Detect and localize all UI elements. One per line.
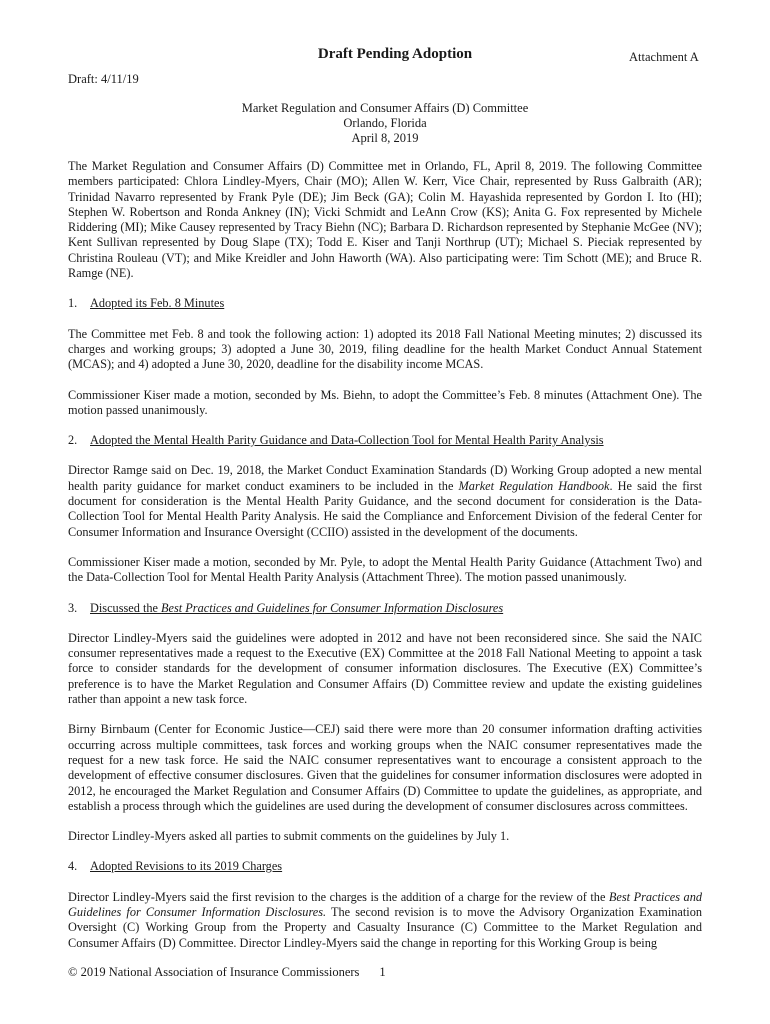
meeting-location: Orlando, Florida: [343, 116, 427, 130]
copyright: © 2019 National Association of Insurance Commissioners: [68, 965, 360, 979]
paragraph: Commissioner Kiser made a motion, seconded by Mr. Pyle, to adopt the Mental Health Parity Guidance (Attachment Two) and the Data-Collection Tool for Mental Health Parity Analysis (Attachment Three). The motion passed unanimously.: [68, 554, 702, 585]
section-title: Adopted Revisions to its 2019 Charges: [90, 859, 283, 874]
italic-text: Best Practices and Guidelines for Consumer Information Disclosures: [161, 600, 504, 615]
italic-text: Market Regulation Handbook: [458, 478, 610, 493]
paragraph: Commissioner Kiser made a motion, seconded by Ms. Biehn, to adopt the Committee’s Feb. 8 minutes (Attachment One). The motion passed unanimously.: [68, 387, 702, 417]
document-body: [68, 159, 702, 966]
text-run: Discussed the: [90, 600, 162, 615]
section-title: Adopted its Feb. 8 Minutes: [90, 296, 225, 311]
meeting-date: April 8, 2019: [351, 131, 419, 145]
page-title: Draft Pending Adoption: [317, 46, 473, 62]
section-heading-4: [68, 859, 702, 874]
section-number: 2.: [68, 433, 78, 448]
italic-text: Best Practices and Guidelines for Consumer Information Disclosures.: [68, 889, 702, 919]
section-number: 3.: [68, 600, 78, 615]
meeting-header: [68, 101, 702, 146]
draft-date: Draft: 4/11/19: [68, 72, 139, 86]
section-title: [90, 601, 503, 615]
paragraph: Birny Birnbaum (Center for Economic Justice—CEJ) said there were more than 20 consumer information drafting activities occurring across multiple committees, task forces and working groups when the NAIC consumer representatives made the request for a new task force. He said the NAIC consumer representatives want to encourage a consistent approach to the development of effective consumer disclosures. Given that the guidelines for consumer information disclosures were adopted in 2012, he encouraged the Market Regulation and Consumer Affairs (D) Committee to update the guidelines, as appropriate, and establish a process through which the guidelines are used during the development of consumer disclosures across committees.: [68, 722, 702, 813]
text-run: Director Lindley-Myers said the first revision to the charges is the addition of a charge for the review of the: [68, 889, 609, 904]
paragraph: Director Lindley-Myers asked all parties to submit comments on the guidelines by July 1.: [68, 829, 510, 844]
intro-paragraph: The Market Regulation and Consumer Affairs (D) Committee met in Orlando, FL, April 8, 2019. The following Committee members participated: Chlora Lindley-Myers, Chair (MO); Allen W. Kerr, Vice Chair, represented by Russ Galbraith (AR); Trinidad Navarro represented by Frank Pyle (DE); Jim Beck (GA); Colin M. Hayashida represented by Gordon I. Ito (HI); Stephen W. Robertson and Ronda Ankney (IN); Vicki Schmidt and LeAnn Crow (KS); Anita G. Fox represented by Michele Riddering (MI); Mike Causey represented by Tracy Biehn (NC); Barbara D. Richardson represented by Stephanie McGee (NV); Kent Sullivan represented by Doug Slape (TX); Todd E. Kiser and Tanji Northrup (UT); Michael S. Pieciak represented by Christina Rouleau (VT); and Mike Kreidler and John Haworth (WA). Also participating were: Tim Schott (ME); and Bruce R. Ramge (NE).: [68, 159, 702, 281]
section-heading-3: [68, 601, 702, 616]
section-heading-2: [68, 433, 702, 448]
attachment-label: Attachment A: [629, 50, 699, 64]
committee-name: Market Regulation and Consumer Affairs (D) Committee: [241, 101, 529, 115]
text-run: The second revision is to move the Advisory Organization Examination Oversight (C) Working Group from the Property and Casualty Insurance (C) Committee to the Market Regulation and Consumer Affairs (D) Committee. Director Lindley-Myers said the change in reporting for this Working Group is being: [68, 904, 702, 950]
section-title: Adopted the Mental Health Parity Guidance and Data-Collection Tool for Mental Health Parity Analysis: [90, 433, 604, 448]
page-number: 1: [379, 965, 386, 979]
paragraph: [68, 890, 702, 951]
paragraph: [68, 463, 702, 539]
section-heading-1: [68, 296, 702, 311]
section-number: 1.: [68, 296, 78, 311]
text-run: . He said the first document for consideration is the Mental Health Parity Guidance, and the second document for consideration is the Data-Collection Tool for Mental Health Parity Analysis. He said the Compliance and Enforcement Division of the federal Center for Consumer Information and Insurance Oversight (CCIIO) assisted in the development of the documents.: [68, 478, 702, 539]
page-footer: [68, 965, 386, 980]
paragraph: Director Lindley-Myers said the guidelines were adopted in 2012 and have not been reconsidered since. She said the NAIC consumer representatives made a request to the Executive (EX) Committee at the 2018 Fall National Meeting to appoint a task force to consider standards for the development of consumer information disclosures. The Executive (EX) Committee’s preference is to have the Market Regulation and Consumer Affairs (D) Committee review and update the existing guidelines rather than appoint a new task force.: [68, 630, 702, 707]
section-number: 4.: [68, 859, 78, 874]
text-run: Director Ramge said on Dec. 19, 2018, the Market Conduct Examination Standards (D) Working Group adopted a new mental health parity guidance for market conduct examiners to be included in the: [68, 463, 702, 493]
paragraph: The Committee met Feb. 8 and took the following action: 1) adopted its 2018 Fall National Meeting minutes; 2) discussed its charges and working groups; 3) adopted a June 30, 2019, filing deadline for the health Market Conduct Annual Statement (MCAS); and 4) adopted a June 30, 2020, deadline for the disability income MCAS.: [68, 326, 702, 372]
